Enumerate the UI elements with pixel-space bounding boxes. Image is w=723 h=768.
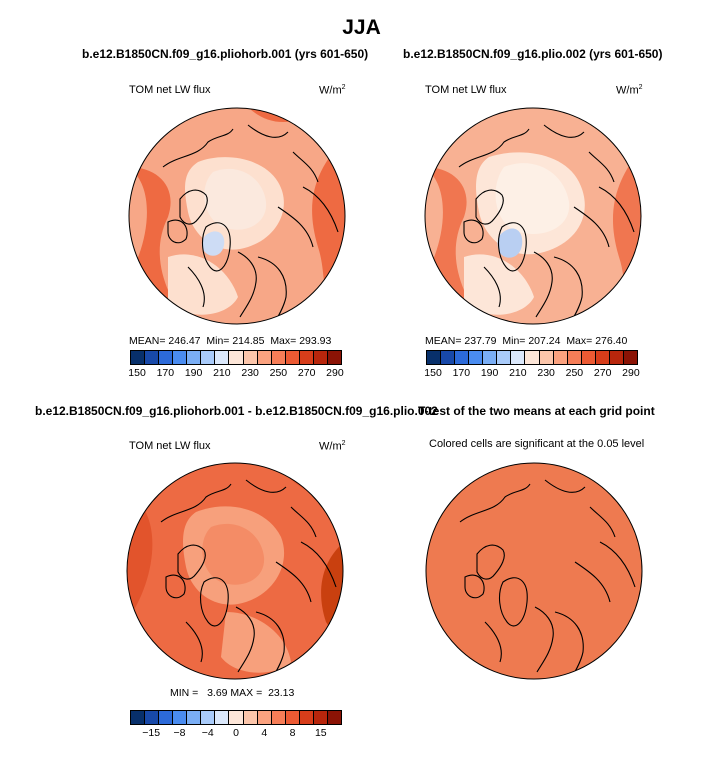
panel3-colorbar-cell (145, 711, 159, 724)
panel1-colorbar-cell (229, 351, 243, 364)
panel2-colorbar-label: 190 (480, 367, 499, 379)
panel2-title: b.e12.B1850CN.f09_g16.plio.002 (yrs 601-650) (403, 47, 663, 61)
panel1-colorbar-cell (258, 351, 272, 364)
panel3-colorbar-label: −8 (173, 727, 186, 739)
panel2-colorbar-cell (525, 351, 539, 364)
panel3-colorbar-cell (272, 711, 286, 724)
panel1-colorbar-cell (215, 351, 229, 364)
panel1-units: $W/m^2$ (319, 84, 346, 97)
panel1-variable-label: TOM net LW flux (129, 84, 211, 96)
panel2-colorbar-cell (441, 351, 455, 364)
panel2-colorbar-cell (511, 351, 525, 364)
panel3-units: $W/m^2$ (319, 440, 346, 453)
panel4-title: T-test of the two means at each grid point (418, 404, 655, 418)
panel2-colorbar-cell (540, 351, 554, 364)
panel1-colorbar-labels (130, 367, 342, 381)
panel2-colorbar-cell (582, 351, 596, 364)
panel2-colorbar-label: 230 (537, 367, 555, 379)
panel2-colorbar-label: 210 (509, 367, 527, 379)
panel1-colorbar-label: 150 (128, 367, 146, 379)
panel2-colorbar-cell (455, 351, 469, 364)
panel1-colorbar-cell (286, 351, 300, 364)
panel3-colorbar-label: −15 (142, 727, 161, 739)
panel3-colorbar-cell (131, 711, 145, 724)
panel3-colorbar-cell (159, 711, 173, 724)
panel1-colorbar-cell (187, 351, 201, 364)
panel1-colorbar-label: 190 (184, 367, 203, 379)
panel2-colorbar-label: 250 (565, 367, 584, 379)
panel2-stats: MEAN= 237.79 Min= 207.24 Max= 276.40 (425, 335, 628, 347)
panel1-colorbar-cell (201, 351, 215, 364)
panel3-colorbar-label: 4 (261, 727, 268, 739)
panel3-polar-map (126, 462, 344, 680)
panel2-colorbar-label: 290 (622, 367, 640, 379)
panel3-colorbar-label: 0 (233, 727, 239, 739)
panel1-colorbar-label: 230 (241, 367, 259, 379)
panel2-colorbar-label: 170 (452, 367, 471, 379)
panel1-colorbar-cell (244, 351, 258, 364)
panel1-colorbar-label: 210 (213, 367, 231, 379)
panel1-colorbar-cell (328, 351, 341, 364)
panel1-stats: MEAN= 246.47 Min= 214.85 Max= 293.93 (129, 335, 332, 347)
panel2-colorbar-cell (610, 351, 624, 364)
panel1-colorbar-label: 250 (269, 367, 288, 379)
panel2-colorbar-label: 270 (593, 367, 612, 379)
panel3-colorbar-cell (187, 711, 201, 724)
panel3-colorbar-cell (286, 711, 300, 724)
panel2-colorbar-cell (497, 351, 511, 364)
panel3-colorbar-label: 8 (289, 727, 296, 739)
panel3-title: b.e12.B1850CN.f09_g16.pliohorb.001 - b.e12.B1850CN.f09_g16.plio.002 (35, 404, 438, 418)
panel1-polar-map (128, 107, 346, 325)
panel3-colorbar-cell (300, 711, 314, 724)
panel1-colorbar-cell (272, 351, 286, 364)
panel1-colorbar-cell (173, 351, 187, 364)
panel3-colorbar-cell (229, 711, 243, 724)
panel2-units: $W/m^2$ (616, 84, 643, 97)
figure-title: JJA (342, 16, 381, 39)
panel2-colorbar-label: 150 (424, 367, 442, 379)
panel1-colorbar-label: 270 (297, 367, 316, 379)
panel3-colorbar-cell (314, 711, 328, 724)
panel3-colorbar-cell (244, 711, 258, 724)
panel2-colorbar-cell (469, 351, 483, 364)
panel1-colorbar (130, 350, 342, 365)
panel2-polar-map (424, 107, 642, 325)
panel2-colorbar-cell (596, 351, 610, 364)
panel3-colorbar-label: −4 (201, 727, 214, 739)
panel3-colorbar-label: 15 (314, 727, 327, 739)
panel2-colorbar-cell (483, 351, 497, 364)
panel2-colorbar-cell (568, 351, 582, 364)
panel1-colorbar-label: 290 (326, 367, 344, 379)
panel3-colorbar-cell (215, 711, 229, 724)
panel1-colorbar-cell (131, 351, 145, 364)
panel3-colorbar-cell (201, 711, 215, 724)
panel2-variable-label: TOM net LW flux (425, 84, 507, 96)
panel3-colorbar-labels (130, 727, 342, 741)
panel4-polar-map (425, 462, 643, 680)
panel1-colorbar-cell (300, 351, 314, 364)
panel2-colorbar-cell (554, 351, 568, 364)
panel3-colorbar-cell (173, 711, 187, 724)
panel1-colorbar-cell (314, 351, 328, 364)
panel3-colorbar-cell (258, 711, 272, 724)
panel1-colorbar-cell (145, 351, 159, 364)
panel2-colorbar (426, 350, 638, 365)
panel3-stats: MIN = 3.69 MAX = 23.13 (170, 687, 295, 699)
panel2-colorbar-cell (427, 351, 441, 364)
panel3-colorbar-cell (328, 711, 341, 724)
panel4-significance-note: Colored cells are significant at the 0.05 level (429, 438, 645, 450)
panel2-colorbar-cell (624, 351, 637, 364)
panel3-variable-label: TOM net LW flux (129, 440, 211, 452)
panel1-colorbar-label: 170 (156, 367, 175, 379)
panel3-colorbar (130, 710, 342, 725)
panel2-colorbar-labels (426, 367, 638, 381)
panel1-colorbar-cell (159, 351, 173, 364)
panel1-title: b.e12.B1850CN.f09_g16.pliohorb.001 (yrs 601-650) (82, 47, 369, 61)
